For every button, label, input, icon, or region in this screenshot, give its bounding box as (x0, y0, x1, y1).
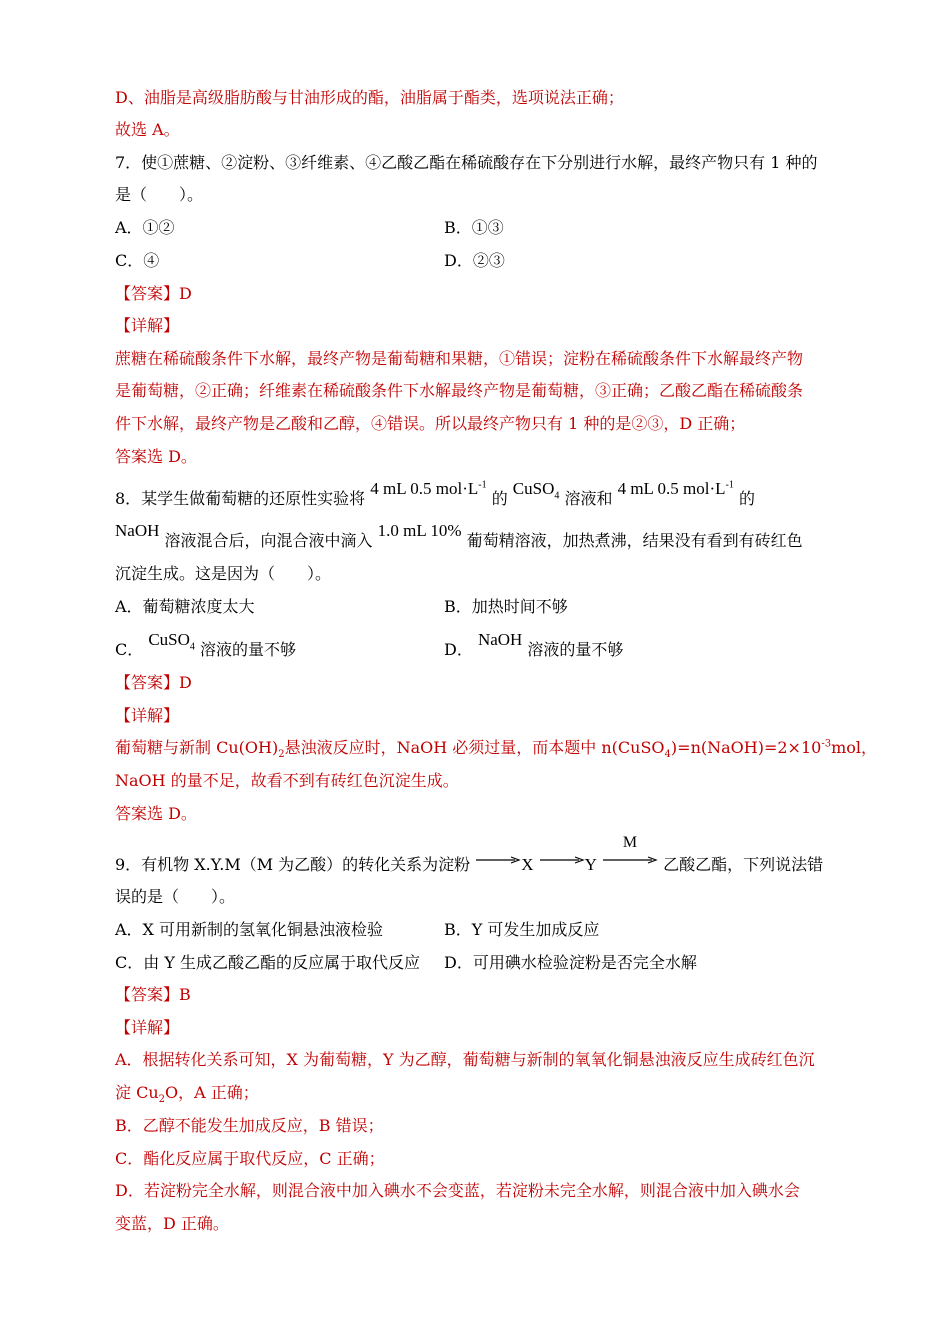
q7-option-b: B．①③ (444, 218, 504, 237)
q8-detail-heading: 【详解】 (115, 706, 180, 725)
arrow-with-label-icon (602, 834, 658, 870)
q8-text-6: 葡萄精溶液，加热煮沸，结果没有看到有砖红色 (466, 531, 803, 550)
q9-explanation-line-3: B．乙醇不能发生加成反应，B 错误； (115, 1116, 384, 1135)
q8-formula-volume-1: 4 mL 0.5 $mol\cdot L^{-1}$ (370, 479, 487, 498)
q9-option-a: A．X 可用新制的氢氧化铜悬浊液检验 (115, 920, 384, 939)
q9-explanation-line-1: A．根据转化关系可知，X 为葡萄糖，Y 为乙醇，葡萄糖与新制的氧氧化铜悬浊液反应生成砖红色沉 (115, 1050, 815, 1069)
q9-answer: 【答案】B (115, 985, 191, 1004)
q8-formula-glucose-volume: 1.0 mL 10% (377, 521, 462, 540)
q9-option-b: B．Y 可发生加成反应 (444, 920, 600, 939)
q9-text-2: 乙酸乙酯，下列说法错 (663, 855, 824, 874)
arrow-icon (475, 850, 521, 870)
q8-answer: 【答案】D (115, 673, 192, 692)
q9-x-label: X (521, 855, 534, 874)
q8-text-2: 的 (491, 489, 508, 508)
prev-explanation-d: D、油脂是高级脂肪酸与甘油形成的酯，油脂属于酯类，选项说法正确； (115, 88, 624, 107)
prev-answer-choice: 故选 A。 (115, 120, 180, 139)
q9-explanation-line-5: D．若淀粉完全水解，则混合液中加入碘水不会变蓝，若淀粉未完全水解，则混合液中加入碘水会 (115, 1181, 800, 1200)
q8-formula-naoh: NaOH (115, 521, 160, 540)
q8-stem-line-3: 沉淀生成。这是因为（ ）。 (115, 564, 332, 583)
q8-option-c: C． CuSO$_4$ 溶液的量不够 (115, 630, 297, 659)
q8-option-c-formula: CuSO$_4$ (148, 630, 195, 653)
q7-answer: 【答案】D (115, 284, 192, 303)
q7-option-d: D．②③ (444, 251, 505, 270)
q8-text-3: 溶液和 (564, 489, 613, 508)
q7-explanation-line-2: 是葡萄糖，②正确；纤维素在稀硫酸条件下水解最终产物是葡萄糖，③正确；乙酸乙酯在稀硫酸条 (115, 381, 804, 400)
q7-stem-line-1: 7．使①蔗糖、②淀粉、③纤维素、④乙酸乙酯在稀硫酸存在下分别进行水解，最终产物只有 1 种的 (115, 153, 818, 172)
q7-option-c: C．④ (115, 251, 160, 270)
q8-option-a: A．葡萄糖浓度太大 (115, 597, 255, 616)
arrow-icon (539, 850, 585, 870)
q8-explanation-line-1: 葡萄糖与新制 $Cu(OH)_2$悬浊液反应时，NaOH 必须过量，而本题中 $n(CuSO_4)=n(NaOH)=2\times 10^{-3}mol$， (115, 738, 878, 761)
q8-option-d-formula: NaOH (477, 630, 523, 649)
q9-explanation-line-2: 淀 $Cu_2O$，A 正确； (115, 1083, 259, 1106)
q7-detail-heading: 【详解】 (115, 316, 180, 335)
q8-stem-line-2 (115, 521, 803, 551)
q7-explanation-line-4: 答案选 D。 (115, 447, 197, 466)
q9-option-d: D．可用碘水检验淀粉是否完全水解 (444, 953, 697, 972)
q9-m-label: M (622, 834, 638, 851)
q9-stem-line-1 (115, 834, 824, 875)
q7-explanation-line-3: 件下水解，最终产物是乙酸和乙醇，④错误。所以最终产物只有 1 种的是②③，D 正确； (115, 414, 746, 433)
q8-formula-cuso4: CuSO$_4$ (512, 479, 560, 502)
q9-stem-line-2: 误的是（ ）。 (115, 887, 236, 906)
q9-explanation-line-4: C．酯化反应属于取代反应，C 正确； (115, 1149, 385, 1168)
q8-stem-line-1 (115, 479, 755, 509)
q8-explanation-line-3: 答案选 D。 (115, 804, 197, 823)
q8-explanation-line-2: NaOH 的量不足，故看不到有砖红色沉淀生成。 (115, 771, 459, 790)
q7-explanation-line-1: 蔗糖在稀硫酸条件下水解，最终产物是葡萄糖和果糖，①错误；淀粉在稀硫酸条件下水解最终产物 (115, 349, 804, 368)
q8-text-1: 8．某学生做葡萄糖的还原性实验将 (115, 489, 366, 508)
q8-text-4: 的 (738, 489, 755, 508)
q7-option-a: A．①② (115, 218, 175, 237)
q9-option-c: C．由 Y 生成乙酸乙酯的反应属于取代反应 (115, 953, 420, 972)
q8-option-b: B．加热时间不够 (444, 597, 568, 616)
q9-explanation-line-6: 变蓝，D 正确。 (115, 1214, 229, 1233)
q9-text-1: 9．有机物 X.Y.M（M 为乙酸）的转化关系为淀粉 (115, 855, 471, 874)
q9-y-label: Y (584, 855, 597, 874)
q9-detail-heading: 【详解】 (115, 1018, 180, 1037)
q8-option-d: D． NaOH 溶液的量不够 (444, 630, 624, 659)
q8-text-5: 溶液混合后，向混合液中滴入 (164, 531, 373, 550)
q8-formula-volume-2: 4 mL 0.5 $mol\cdot L^{-1}$ (617, 479, 734, 498)
q7-stem-line-2: 是（ ）。 (115, 185, 204, 204)
